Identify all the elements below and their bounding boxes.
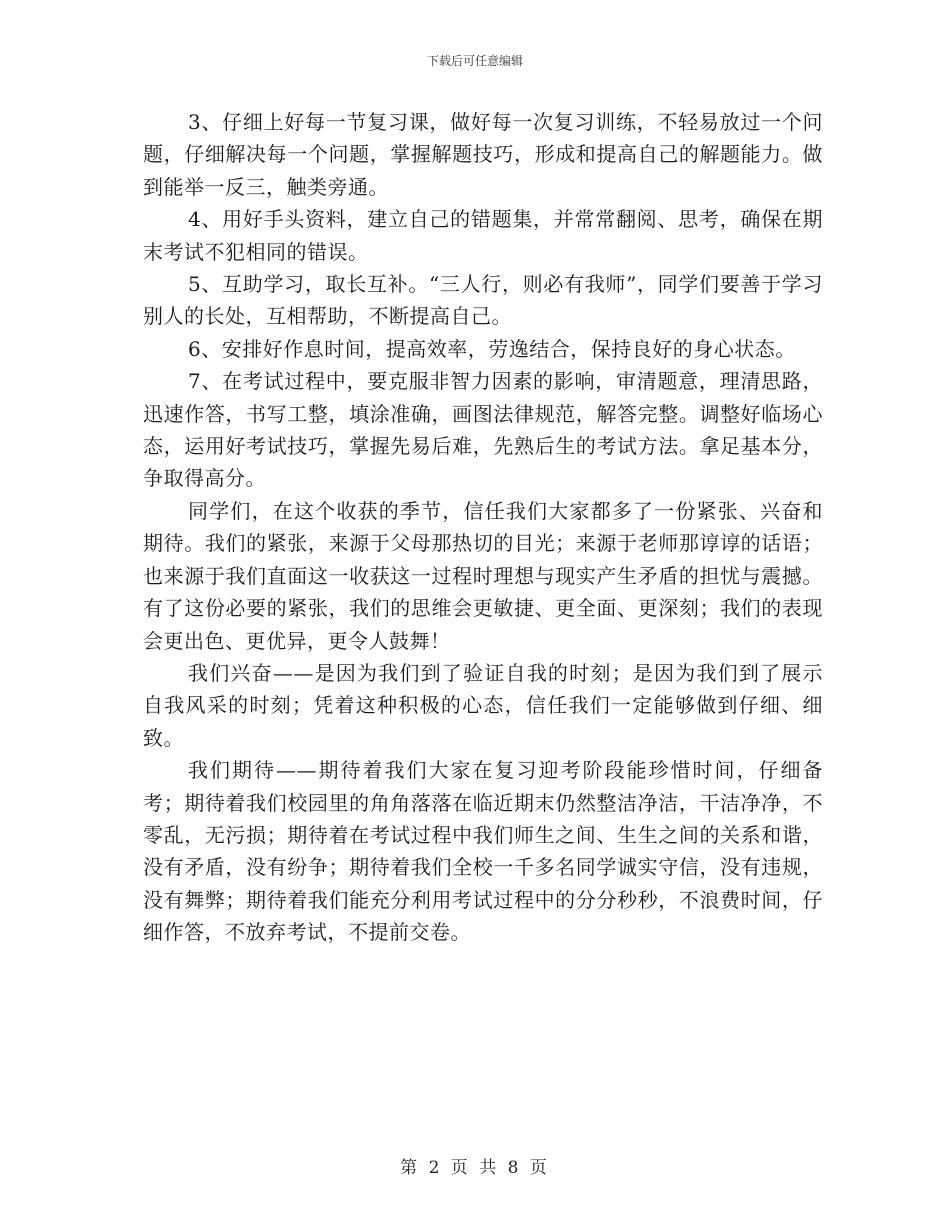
paragraph-tip-3: 3、仔细上好每一节复习课，做好每一次复习训练，不轻易放过一个问题，仔细解决每一个问题，掌握解题技巧，形成和提高自己的解题能力。做到能举一反三，触类旁通。 xyxy=(143,110,823,199)
paragraph-excited: 我们兴奋——是因为我们到了验证自我的时刻；是因为我们到了展示自我风采的时刻；凭着这种积极的心态，信任我们一定能够做到仔细、细致。 xyxy=(143,660,823,750)
paragraph-tip-4: 4、用好手头资料，建立自己的错题集，并常常翻阅、思考，确保在期末考试不犯相同的错误。 xyxy=(143,207,823,264)
document-body xyxy=(143,106,823,949)
paragraph-tip-7: 7、在考试过程中，要克服非智力因素的影响，审清题意，理清思路，迅速作答，书写工整，填涂准确，画图法律规范，解答完整。调整好临场心态，运用好考试技巧，掌握先易后难，先熟后生的考试方法。拿足基本分，争取得高分。 xyxy=(143,369,823,491)
paragraph-tip-5: 5、互助学习，取长互补。“三人行，则必有我师”，同学们要善于学习别人的长处，互相帮助，不断提高自己。 xyxy=(143,272,823,329)
paragraph-expect: 我们期待——期待着我们大家在复习迎考阶段能珍惜时间，仔细备考；期待着我们校园里的角角落落在临近期末仍然整洁净洁，干洁净净，不零乱，无污损；期待着在考试过程中我们师生之间、生生之间的关系和谐，没有矛盾，没有纷争；期待着我们全校一千多名同学诚实守信，没有违规，没有舞弊；期待着我们能充分利用考试过程中的分分秒秒，不浪费时间，仔细作答，不放弃考试，不提前交卷。 xyxy=(143,758,823,945)
page-header: 下载后可任意编辑 xyxy=(426,54,523,68)
paragraph-tip-6: 6、安排好作息时间，提高效率，劳逸结合，保持良好的身心状态。 xyxy=(188,336,796,361)
paragraph-students: 同学们，在这个收获的季节，信任我们大家都多了一份紧张、兴奋和期待。我们的紧张，来源于父母那热切的目光；来源于老师那谆谆的话语；也来源于我们直面这一收获这一过程时理想与现实产生矛盾的担忧与震撼。有了这份必要的紧张，我们的思维会更敏捷、更全面、更深刻；我们的表现会更出色、更优异，更令人鼓舞！ xyxy=(143,498,823,653)
page-number-footer: 第 2 页 共 8 页 xyxy=(400,1158,550,1178)
